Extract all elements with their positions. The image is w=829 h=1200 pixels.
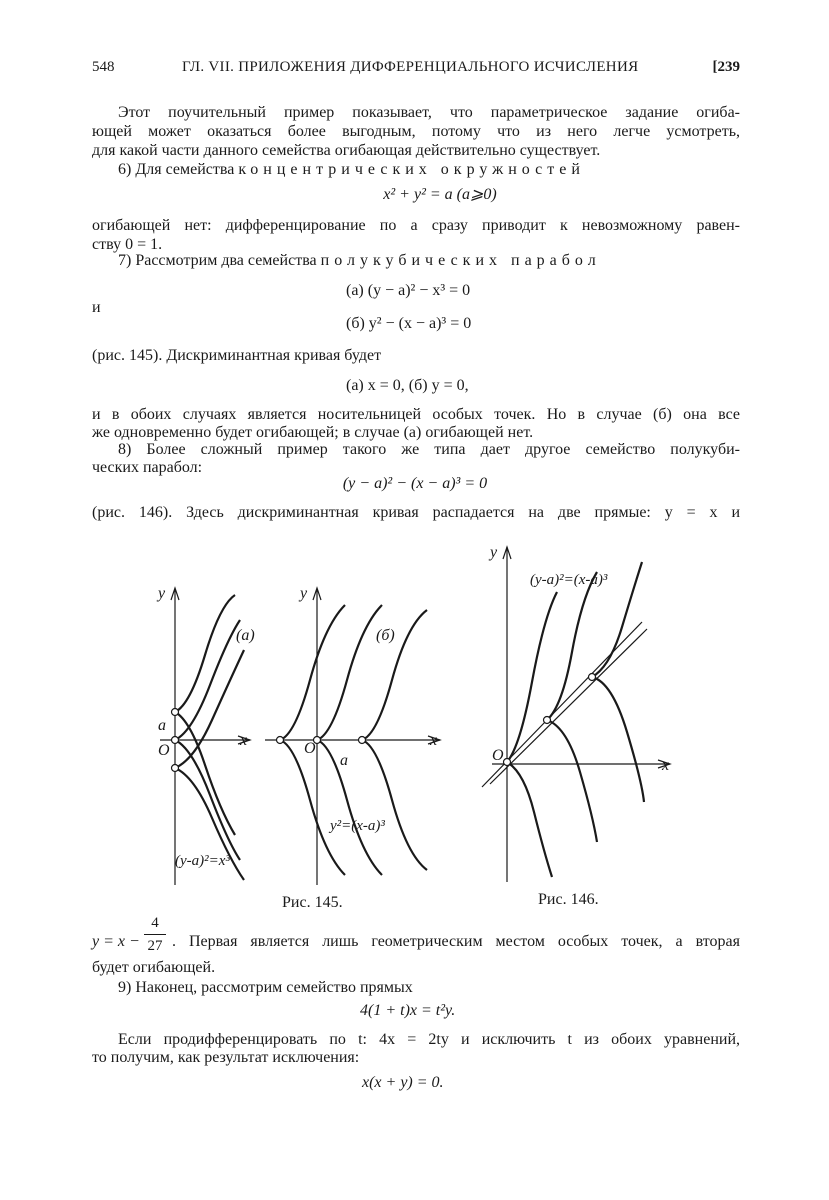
fig145-right-x-label: x <box>430 732 438 749</box>
fig145b-curve1-upper <box>280 605 345 740</box>
after-figs-line1: . Первая является лишь геометрическим местом особых точек, а вторая <box>172 933 740 950</box>
para1-line3: для какой части данного семейства огибающая действительно существует. <box>92 142 601 159</box>
item9-final-equation: x(x + y) = 0. <box>362 1074 444 1091</box>
item7-after2-line1: и в обоих случаях является носительницей особых точек. Но в случае (б) она все <box>92 406 740 423</box>
item7-prefix: 7) Рассмотрим два семейства <box>118 252 321 269</box>
item6-equation: x² + y² = a (a⩾0) <box>383 186 497 203</box>
fig145-left-a-label: a <box>158 717 166 734</box>
item7-after2-line2: же одновременно будет огибающей; в случае (а) огибающей нет. <box>92 424 534 441</box>
item8-line2: ческих парабол: <box>92 459 203 476</box>
figure-146 <box>472 532 692 887</box>
fig145b-curve2-upper <box>317 605 382 740</box>
item8-equation: (y − a)² − (x − a)³ = 0 <box>342 475 488 492</box>
figure-145 <box>140 560 460 890</box>
fig145-eq-left: (y-a)²=x³ <box>175 853 230 869</box>
para1-line2: ющей может оказаться более выгодным, потому что из него легче усмотреть, <box>92 123 740 140</box>
fig145a-cusp-point-1 <box>172 709 179 716</box>
fig145a-curve1-upper <box>175 595 235 712</box>
item9-line: 9) Наконец, рассмотрим семейство прямых <box>118 979 413 996</box>
item9-equation: 4(1 + t)x = t²y. <box>360 1002 456 1019</box>
fig146-y-label: y <box>490 544 498 561</box>
fig145b-curve2-lower <box>317 740 382 875</box>
fig145a-curve2-lower <box>175 740 240 860</box>
fig145-right-y-label: y <box>300 585 308 602</box>
item6-after2: ству 0 = 1. <box>92 236 163 253</box>
fig145-left-origin: O <box>158 742 170 759</box>
after-figs-line2: будет огибающей. <box>92 959 216 976</box>
frac-den: 27 <box>147 938 163 954</box>
fig145a-cusp-point-2 <box>172 737 179 744</box>
fig146-cusp-point-1 <box>504 759 511 766</box>
fig146-curve1-lower <box>507 762 552 877</box>
page-number: 548 <box>92 59 115 75</box>
fig146-curve3-lower <box>592 677 644 802</box>
fig146-envelope-line <box>490 629 647 784</box>
fig145b-cusp-point-1 <box>277 737 284 744</box>
fig145-left-y-label: y <box>158 585 166 602</box>
fig146-curve2-upper <box>547 572 597 720</box>
fig145-right-origin: O <box>304 740 316 757</box>
fig146-equation: (y-a)²=(x-a)³ <box>530 572 608 588</box>
formula-lhs: y = x − <box>92 933 140 950</box>
item7-eq-b: (б) y² − (x − a)³ = 0 <box>346 315 472 332</box>
fig145b-cusp-point-3 <box>359 737 366 744</box>
fig146-curve1-upper <box>507 592 557 762</box>
item9-after2: то получим, как результат исключения: <box>92 1049 360 1066</box>
item7-after: (рис. 145). Дискриминантная кривая будет <box>92 347 382 364</box>
fig145-right-a-label: a <box>340 752 348 769</box>
fig145a-curve3-upper <box>175 650 244 768</box>
chapter-title: ГЛ. VII. ПРИЛОЖЕНИЯ ДИФФЕРЕНЦИАЛЬНОГО ИСЧИСЛЕНИЯ <box>182 59 639 75</box>
fig145b-curve3-lower <box>362 740 427 870</box>
item9-after1: Если продифференцировать по t: 4x = 2ty и исключить t из обоих уравнений, <box>118 1031 740 1048</box>
item6-prefix: 6) Для семейства <box>118 161 239 178</box>
item7-eq-disc: (а) x = 0, (б) y = 0, <box>346 377 469 394</box>
item7-spaced: полукубических парабол <box>320 252 601 269</box>
item7-heading <box>92 251 740 270</box>
running-header <box>92 58 740 80</box>
section-number: [239 <box>712 59 740 75</box>
item7-eq-a: (а) (y − a)² − x³ = 0 <box>346 282 471 299</box>
fig146-cusp-point-3 <box>589 674 596 681</box>
item8-after: (рис. 146). Здесь дискриминантная кривая распадается на две прямые: y = x и <box>92 504 740 521</box>
fig146-cusp-point-2 <box>544 717 551 724</box>
fig145-caption: Рис. 145. <box>282 894 343 911</box>
frac-bar <box>144 934 166 935</box>
item6-spaced: концентрических окружностей <box>238 161 585 178</box>
fig146-caption: Рис. 146. <box>538 891 599 908</box>
item6-after1: огибающей нет: дифференцирование по a сразу приводит к невозможному равен- <box>92 217 740 234</box>
item6-heading <box>92 160 740 179</box>
item8-line1: 8) Более сложный пример такого же типа дает другое семейство полукуби- <box>118 441 740 458</box>
fig145-label-a: (а) <box>236 627 255 644</box>
fig145a-cusp-point-3 <box>172 765 179 772</box>
para1-line1: Этот поучительный пример показывает, что параметрическое задание огиба- <box>118 104 740 121</box>
fig145-left-x-label: x <box>240 732 248 749</box>
fig145-eq-right: y²=(x-a)³ <box>330 818 385 834</box>
item7-conj: и <box>92 299 101 316</box>
fig146-origin: O <box>492 747 504 764</box>
fig146-curve2-lower <box>547 720 597 842</box>
frac-num: 4 <box>151 915 159 931</box>
fig146-x-label: x <box>662 757 670 774</box>
fig145-label-b: (б) <box>376 627 395 644</box>
fig145b-curve1-lower <box>280 740 345 875</box>
